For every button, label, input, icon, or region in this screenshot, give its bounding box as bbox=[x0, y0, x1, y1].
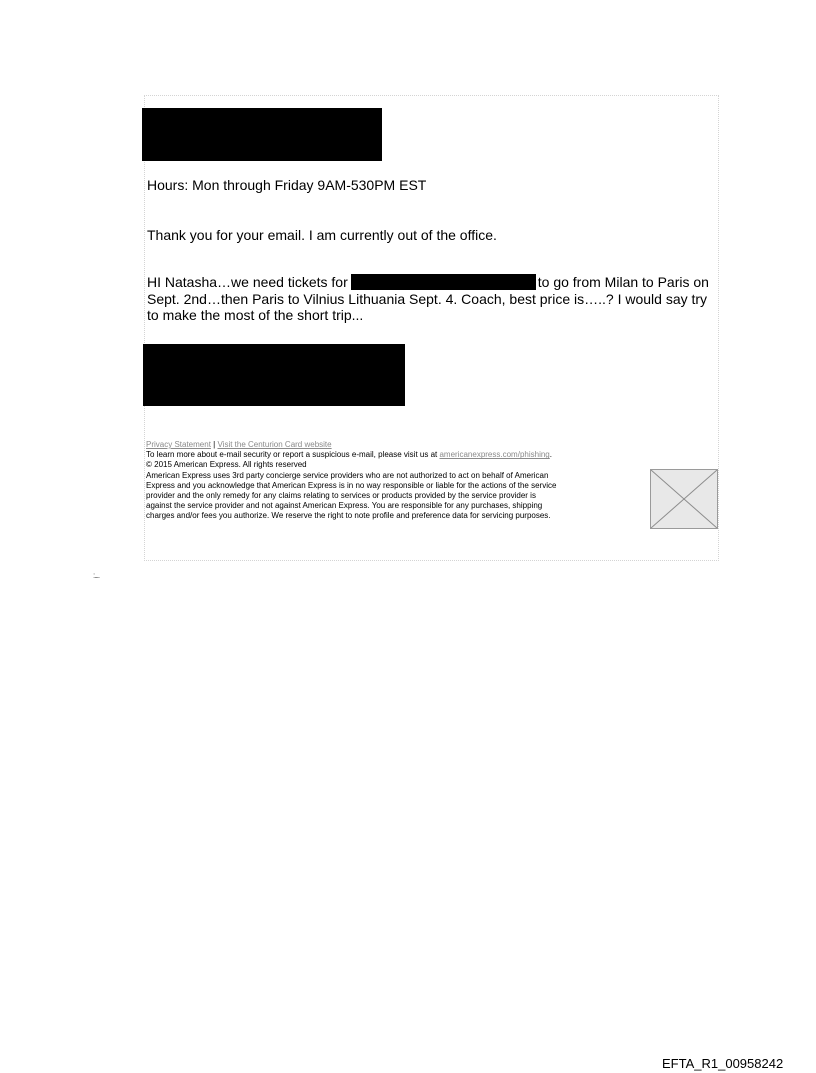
hours-text: Hours: Mon through Friday 9AM-530PM EST bbox=[147, 177, 427, 193]
privacy-statement-link[interactable]: Privacy Statement bbox=[146, 440, 211, 449]
message-line-1-start: HI Natasha…we need tickets for bbox=[147, 274, 348, 290]
redaction-inline-names bbox=[351, 274, 536, 290]
message-line-1-end: to go from Milan to Paris on bbox=[537, 274, 709, 290]
disclaimer-line: against the service provider and not against American Express. You are responsible for any purchases, shipping bbox=[146, 501, 543, 511]
security-notice-text: To learn more about e-mail security or report a suspicious e-mail, please visit us at bbox=[146, 450, 438, 460]
stray-mark: :.... bbox=[93, 571, 100, 580]
message-line-1 bbox=[147, 274, 719, 291]
document-id: EFTA_R1_00958242 bbox=[662, 1056, 784, 1071]
redaction-block-signature bbox=[143, 344, 405, 406]
message-line-3: to make the most of the short trip... bbox=[147, 307, 364, 323]
disclaimer-line: American Express uses 3rd party concierge service providers who are not authorized to act on behalf of American bbox=[146, 470, 549, 480]
out-of-office-text: Thank you for your email. I am currently out of the office. bbox=[147, 227, 497, 243]
phishing-link[interactable]: americanexpress.com/phishing bbox=[439, 450, 550, 460]
security-notice bbox=[146, 450, 648, 460]
redaction-block-header bbox=[142, 108, 382, 161]
disclaimer-text bbox=[146, 471, 648, 522]
message-body bbox=[147, 274, 719, 324]
email-footer bbox=[146, 440, 648, 522]
disclaimer-line: Express and you acknowledge that American Express is in no way responsible or liable for the actions of the service bbox=[146, 480, 557, 490]
copyright-text: © 2015 American Express. All rights reserved bbox=[146, 460, 307, 470]
broken-image-icon bbox=[650, 469, 718, 529]
centurion-card-link[interactable]: Visit the Centurion Card website bbox=[217, 440, 332, 449]
disclaimer-line: provider and the only remedy for any claims relating to services or products provided by the service provider is bbox=[146, 491, 536, 501]
link-separator: | bbox=[213, 440, 216, 449]
disclaimer-line: charges and/or fees you authorize. We reserve the right to note profile and preference data for servicing purposes. bbox=[146, 511, 551, 521]
message-line-2: Sept. 2nd…then Paris to Vilnius Lithuania Sept. 4. Coach, best price is…..? I would say try bbox=[147, 290, 708, 307]
security-notice-period: . bbox=[549, 450, 552, 460]
footer-links-row bbox=[146, 440, 648, 450]
